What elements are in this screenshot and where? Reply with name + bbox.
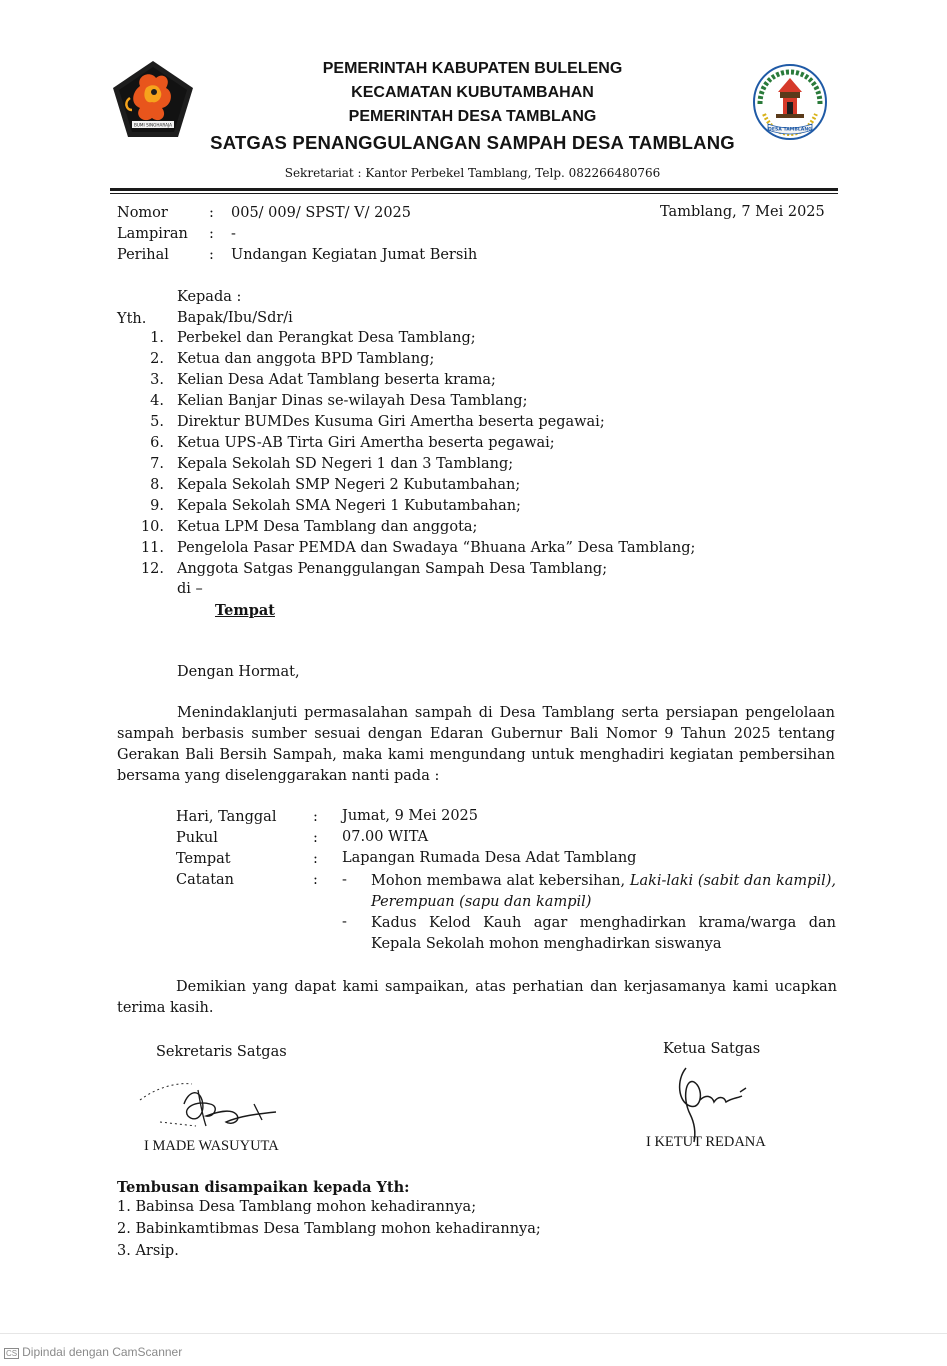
hari-value: Jumat, 9 Mei 2025 [342, 808, 479, 824]
note-2: Kadus Kelod Kauh agar menghadirkan krama/warga dan Kepala Sekolah mohon menghadirkan siswanya [371, 915, 836, 952]
kepada-label: Kepada : [177, 289, 242, 305]
secretariat-line: Sekretariat : Kantor Perbekel Tamblang, Telp. 082266480766 [284, 166, 661, 180]
note-1-dash: - [342, 872, 347, 888]
lampiran-value: - [231, 226, 236, 242]
nomor-label: Nomor [117, 205, 168, 221]
hari-colon: : [313, 809, 318, 825]
tempat-value: Lapangan Rumada Desa Adat Tamblang [342, 850, 637, 866]
list-item-number: 9. [150, 498, 164, 514]
left-signatory-title: Sekretaris Satgas [156, 1044, 287, 1060]
header-line-3: PEMERINTAH DESA TAMBLANG [348, 108, 597, 125]
catatan-colon: : [313, 872, 318, 888]
camscanner-text: Dipindai dengan CamScanner [22, 1345, 183, 1359]
tempat-heading: Tempat [215, 602, 275, 619]
list-item-number: 10. [140, 519, 164, 535]
note-1-text: Mohon membawa alat kebersihan, [371, 873, 630, 889]
right-signature-icon [660, 1060, 770, 1144]
header-rule-thick [110, 188, 838, 191]
list-item-text: Pengelola Pasar PEMDA dan Swadaya “Bhuana Arka” Desa Tamblang; [177, 540, 696, 556]
list-item-number: 2. [150, 351, 164, 367]
body-paragraph: Menindaklanjuti permasalahan sampah di Desa Tamblang serta persiapan pengelolaan sampah berbasis sumber sesuai dengan Edaran Gubernur Bali Nomor 9 Tahun 2025 tentang Gerakan Bali Bersih Sampah, maka kami mengundang untuk menghadiri kegiatan pembersihan bersama yang diselenggarakan nanti pada : [117, 705, 835, 784]
list-item-text: Direktur BUMDes Kusuma Giri Amertha beserta pegawai; [177, 414, 605, 430]
list-item-text: Ketua LPM Desa Tamblang dan anggota; [177, 519, 478, 535]
list-item-text: Perbekel dan Perangkat Desa Tamblang; [177, 330, 476, 346]
desa-logo-text: DESA TAMBLANG [768, 127, 812, 133]
nomor-value: 005/ 009/ SPST/ V/ 2025 [231, 205, 411, 221]
pukul-value: 07.00 WITA [342, 829, 429, 845]
list-item-text: Kelian Banjar Dinas se-wilayah Desa Tamblang; [177, 393, 528, 409]
di-label: di – [177, 581, 203, 597]
nomor-colon: : [209, 205, 214, 221]
greeting: Dengan Hormat, [177, 664, 300, 680]
left-signatory-name: I MADE WASUYUTA [144, 1138, 279, 1154]
yth-label: Yth. [117, 311, 147, 327]
right-signatory-title: Ketua Satgas [663, 1041, 761, 1057]
header-line-4: SATGAS PENANGGULANGAN SAMPAH DESA TAMBLANG [210, 132, 735, 153]
lampiran-colon: : [209, 226, 214, 242]
buleleng-logo [110, 58, 196, 140]
list-item-number: 7. [150, 456, 164, 472]
list-item-number: 1. [150, 330, 164, 346]
list-item-number: 12. [140, 561, 164, 577]
tempat-label: Tempat [176, 851, 231, 867]
list-item-text: Kepala Sekolah SMA Negeri 1 Kubutambahan; [177, 498, 521, 514]
tembusan-item: 1. Babinsa Desa Tamblang mohon kehadirannya; [117, 1199, 477, 1215]
header-line-1: PEMERINTAH KABUPATEN BULELENG [322, 60, 623, 77]
buleleng-logo-text: BUMI SINGHARAJA [133, 122, 173, 128]
note-1-italic: Laki-laki (sabit dan kampil), Perempuan (sapu dan kampil) [371, 873, 836, 910]
tempat-colon: : [313, 851, 318, 867]
right-signatory-name: I KETUT REDANA [646, 1134, 766, 1150]
header-rule-thin [110, 193, 838, 194]
list-item-number: 8. [150, 477, 164, 493]
note-1 [371, 871, 836, 913]
pukul-label: Pukul [176, 830, 218, 846]
salutation: Bapak/Ibu/Sdr/i [177, 310, 293, 326]
list-item-text: Anggota Satgas Penanggulangan Sampah Desa Tamblang; [177, 561, 608, 577]
note-2-dash: - [342, 914, 347, 930]
list-item-number: 3. [150, 372, 164, 388]
header-line-2: KECAMATAN KUBUTAMBAHAN [351, 84, 594, 101]
list-item-number: 5. [150, 414, 164, 430]
footer-divider [0, 1333, 947, 1334]
pukul-colon: : [313, 830, 318, 846]
list-item-text: Kepala Sekolah SD Negeri 1 dan 3 Tamblang; [177, 456, 514, 472]
tembusan-item: 3. Arsip. [117, 1243, 179, 1259]
catatan-label: Catatan [176, 872, 235, 888]
perihal-value: Undangan Kegiatan Jumat Bersih [231, 247, 478, 263]
list-item-number: 4. [150, 393, 164, 409]
hari-label: Hari, Tanggal [176, 809, 277, 825]
list-item-text: Ketua UPS-AB Tirta Giri Amertha beserta pegawai; [177, 435, 555, 451]
list-item-text: Kelian Desa Adat Tamblang beserta krama; [177, 372, 496, 388]
tembusan-title: Tembusan disampaikan kepada Yth: [117, 1179, 410, 1196]
perihal-colon: : [209, 247, 214, 263]
desa-tamblang-logo [752, 64, 828, 142]
left-signature-icon [136, 1070, 286, 1136]
list-item-text: Kepala Sekolah SMP Negeri 2 Kubutambahan; [177, 477, 521, 493]
list-item-number: 6. [150, 435, 164, 451]
closing-paragraph: Demikian yang dapat kami sampaikan, atas perhatian dan kerjasamanya kami ucapkan terima kasih. [117, 979, 837, 1016]
list-item-number: 11. [140, 540, 164, 556]
tembusan-item: 2. Babinkamtibmas Desa Tamblang mohon kehadirannya; [117, 1221, 541, 1237]
perihal-label: Perihal [117, 247, 169, 263]
lampiran-label: Lampiran [117, 226, 188, 242]
letter-date: Tamblang, 7 Mei 2025 [660, 204, 825, 220]
camscanner-footer [4, 1345, 182, 1359]
camscanner-icon: CS [6, 1349, 18, 1358]
list-item-text: Ketua dan anggota BPD Tamblang; [177, 351, 435, 367]
